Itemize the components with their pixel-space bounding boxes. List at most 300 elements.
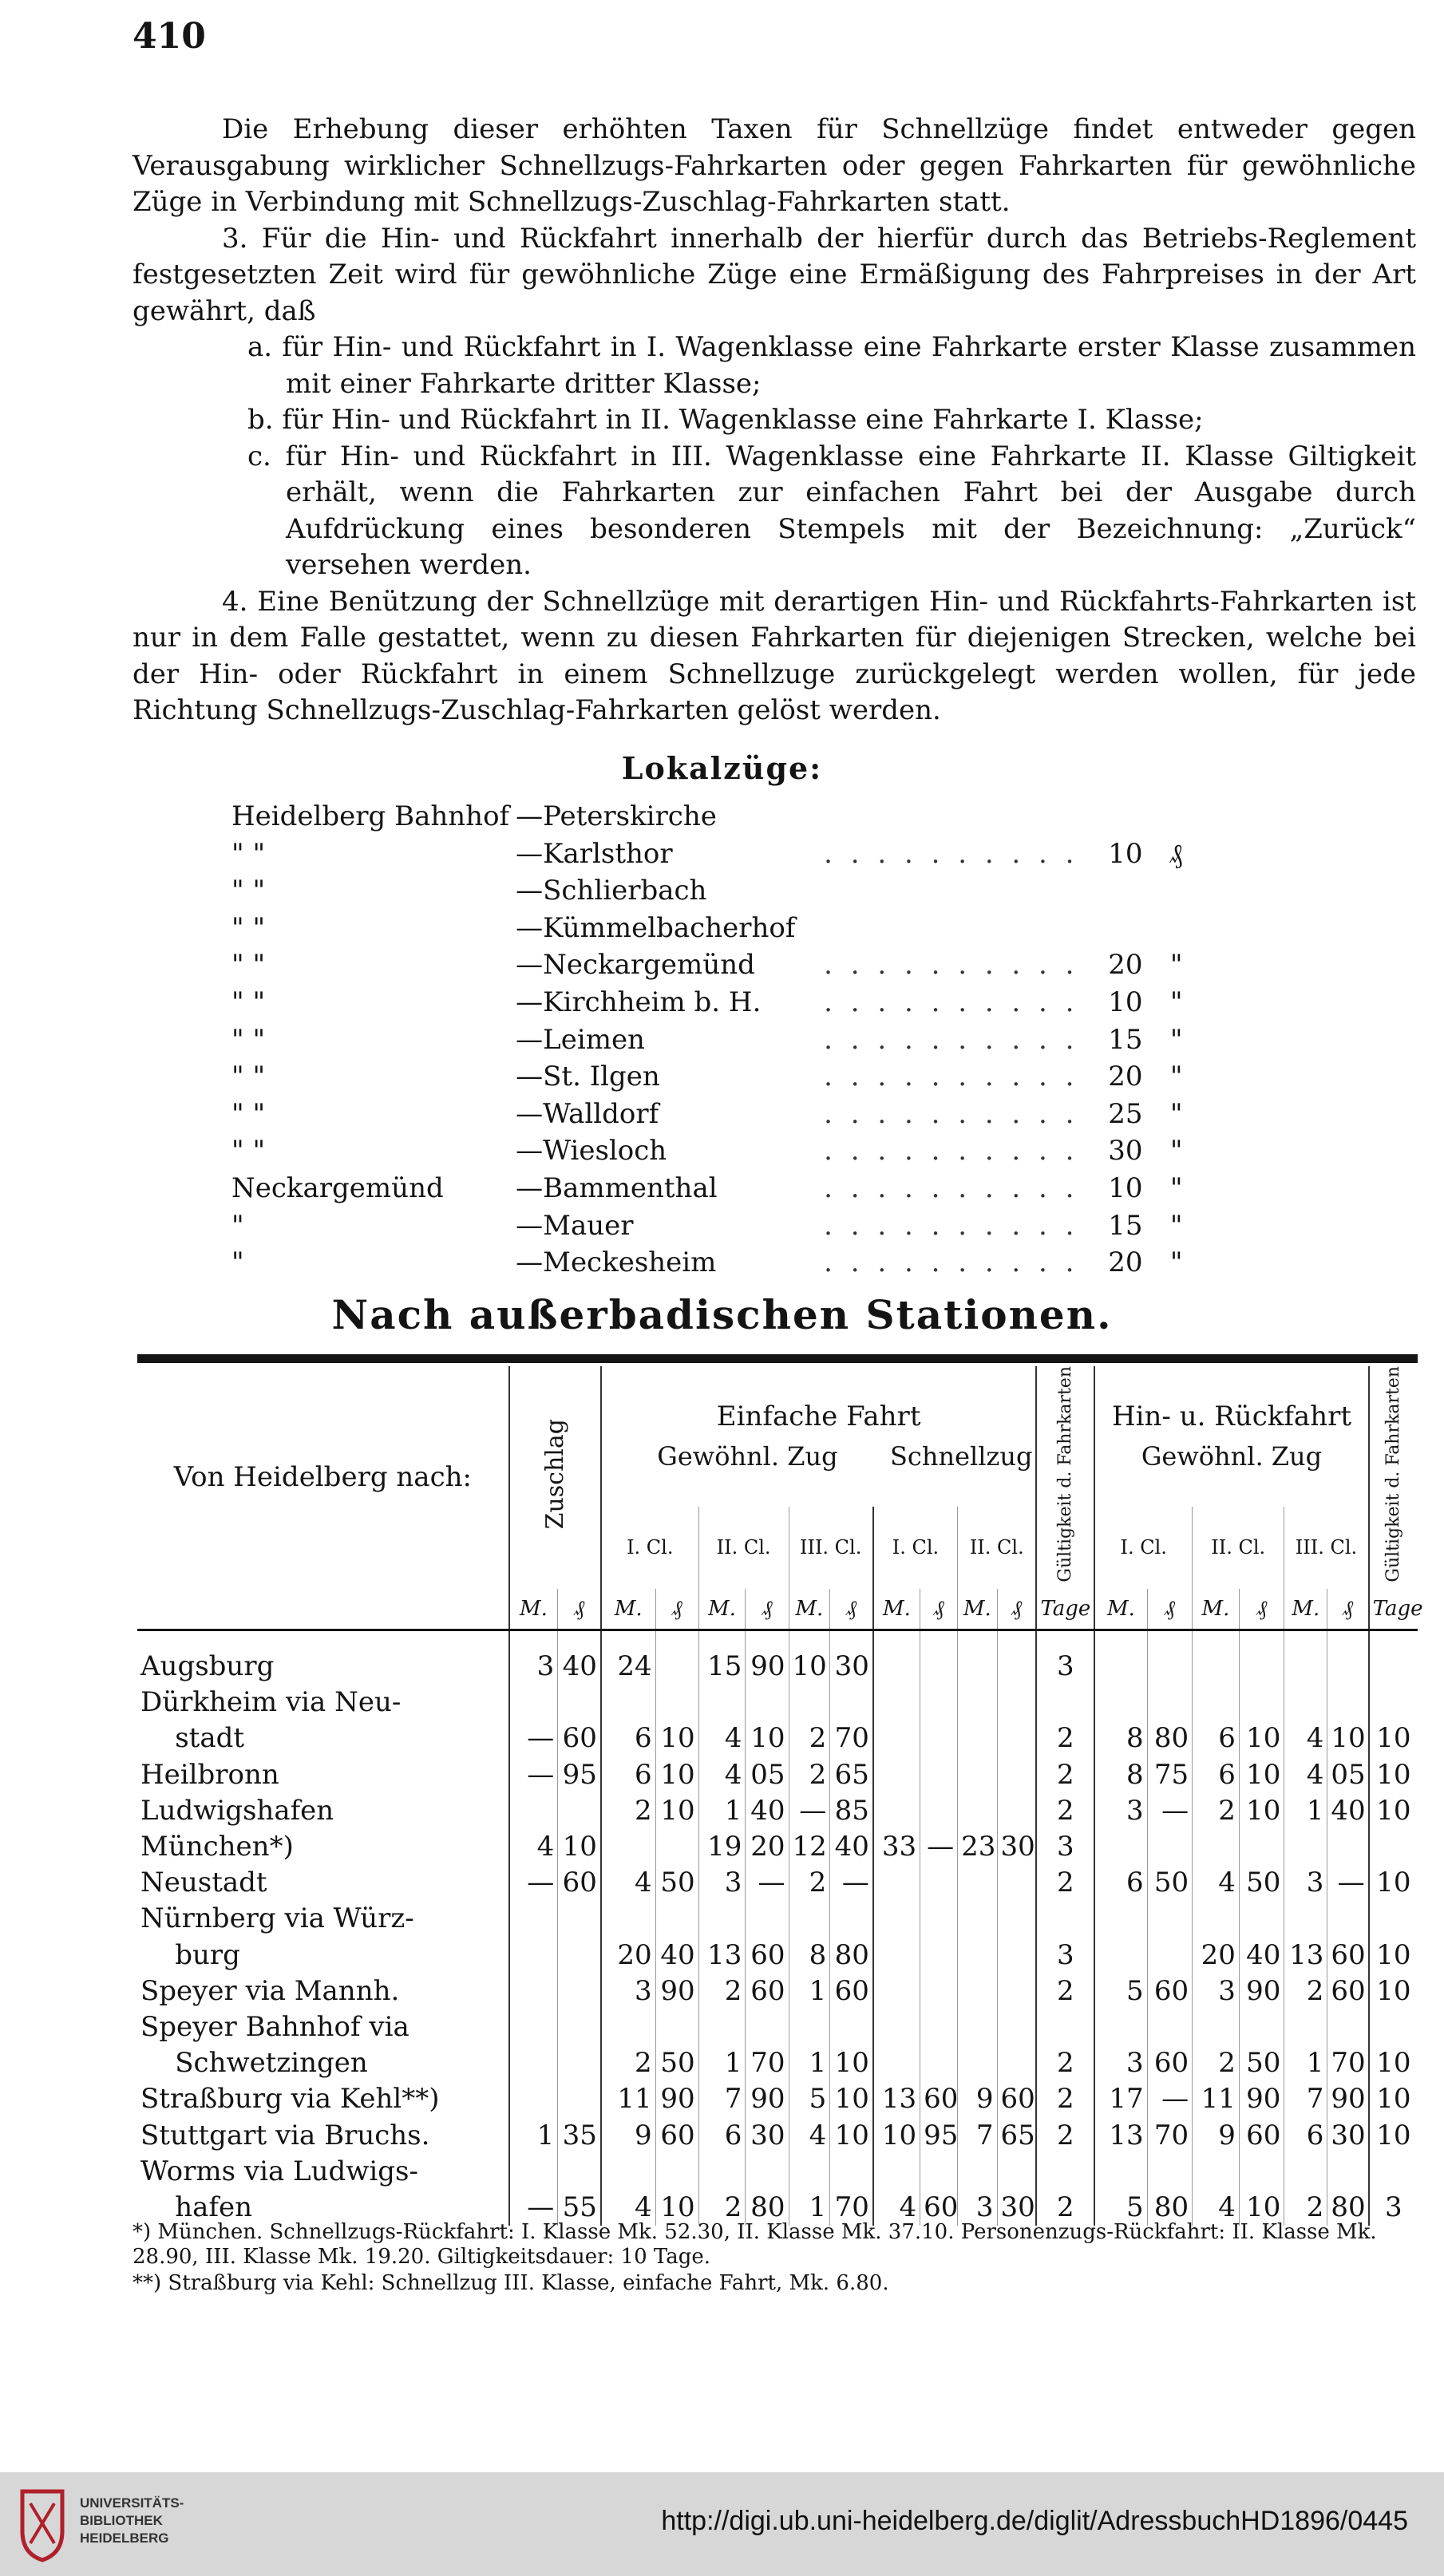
fare-cell bbox=[558, 1901, 601, 1937]
fare-cell bbox=[958, 1938, 997, 1973]
fare-cell bbox=[830, 1685, 873, 1721]
local-price bbox=[1078, 910, 1142, 947]
fare-cell bbox=[1094, 2009, 1147, 2045]
local-price: 25 bbox=[1108, 1097, 1143, 1130]
fare-cell: 2 bbox=[1036, 2045, 1094, 2081]
local-price: 10 bbox=[1108, 1171, 1143, 1204]
local-unit: " bbox=[1169, 1247, 1183, 1279]
local-price: 20 bbox=[1108, 1061, 1143, 1093]
fare-cell bbox=[558, 1973, 601, 2009]
paragraph-item-c: c. für Hin- und Rückfahrt in III. Wagenklasse eine Fahrkarte II. Klasse Giltigkeit erhält, wenn die Fahrkarten zur einfachen Fahrt bei der Ausgabe durch Aufdrückung eines besonderen Stempels mit der Bezeichnung: „Zurück“ versehen werden. bbox=[247, 440, 1416, 581]
fare-cell bbox=[1239, 2009, 1284, 2045]
unit-pf: ₰ bbox=[655, 1589, 698, 1630]
source-url-link[interactable]: http://digi.ub.uni-heidelberg.de/diglit/AdressbuchHD1896/0445 bbox=[661, 2506, 1408, 2536]
fare-cell: 1 bbox=[698, 2045, 746, 2081]
fare-cell: 95 bbox=[558, 1757, 601, 1793]
header-class-1: I. Cl. bbox=[601, 1507, 698, 1589]
local-unit: " bbox=[1169, 949, 1183, 982]
unit-mark: M. bbox=[1284, 1589, 1327, 1630]
fare-cell: 13 bbox=[873, 2081, 920, 2117]
fare-cell bbox=[997, 1757, 1036, 1793]
fare-cell bbox=[655, 1630, 698, 1685]
fare-cell bbox=[997, 1901, 1036, 1937]
fare-cell: 4 bbox=[698, 1721, 746, 1756]
fare-cell: 30 bbox=[830, 1630, 873, 1685]
fare-cell: 75 bbox=[1147, 1757, 1192, 1793]
local-row bbox=[231, 946, 1182, 984]
local-to: —Leimen bbox=[516, 1023, 645, 1056]
fare-cell: 50 bbox=[1147, 1865, 1192, 1901]
fare-cell bbox=[1147, 1685, 1192, 1721]
fare-cell: 5 bbox=[1094, 2190, 1147, 2226]
fare-cell: 2 bbox=[1193, 2045, 1240, 2081]
fare-cell bbox=[1036, 2009, 1094, 2045]
table-row bbox=[137, 1630, 1418, 1685]
fare-cell: 7 bbox=[958, 2118, 997, 2154]
fare-cell: 60 bbox=[746, 1938, 789, 1973]
fare-cell: 2 bbox=[601, 1793, 655, 1829]
local-from: " " bbox=[231, 1023, 266, 1056]
fare-cell: 10 bbox=[1369, 1973, 1418, 2009]
fare-cell: 1 bbox=[789, 2045, 830, 2081]
fare-cell bbox=[873, 1757, 920, 1793]
fare-cell: 30 bbox=[997, 1829, 1036, 1865]
fare-cell bbox=[1284, 1901, 1327, 1937]
local-to: —Peterskirche bbox=[516, 800, 717, 832]
local-from: " " bbox=[231, 1061, 266, 1093]
fare-cell: 2 bbox=[789, 1757, 830, 1793]
fare-cell bbox=[1284, 1685, 1327, 1721]
unit-mark: M. bbox=[873, 1589, 920, 1630]
fare-cell: 13 bbox=[698, 1938, 746, 1973]
local-leader bbox=[824, 798, 1078, 836]
header-express-class-1: I. Cl. bbox=[873, 1507, 958, 1589]
fare-cell bbox=[920, 1721, 958, 1756]
local-unit bbox=[1142, 910, 1182, 947]
local-from: " bbox=[231, 1247, 244, 1279]
fare-cell: 10 bbox=[1369, 2045, 1418, 2081]
fare-cell: 4 bbox=[1284, 1757, 1327, 1793]
fare-cell: 2 bbox=[1284, 1973, 1327, 2009]
fare-cell bbox=[920, 1901, 958, 1937]
local-price: 20 bbox=[1108, 949, 1143, 982]
foreign-fare-table bbox=[137, 1366, 1423, 2226]
fare-cell: 50 bbox=[1239, 2045, 1284, 2081]
fare-cell: 17 bbox=[1094, 2081, 1147, 2117]
fare-cell bbox=[698, 1685, 746, 1721]
fare-cell bbox=[873, 1630, 920, 1685]
table-row bbox=[137, 1901, 1418, 1937]
fare-cell bbox=[958, 1973, 997, 2009]
fare-cell: 70 bbox=[1327, 2045, 1369, 2081]
unit-mark: M. bbox=[1193, 1589, 1240, 1630]
fare-cell: 6 bbox=[698, 2118, 746, 2154]
local-to: —Neckargemünd bbox=[516, 949, 755, 982]
fare-cell bbox=[1147, 1630, 1192, 1685]
fare-cell bbox=[746, 1901, 789, 1937]
local-to: —Wiesloch bbox=[516, 1135, 667, 1167]
local-unit: " bbox=[1169, 1135, 1183, 1167]
fare-cell: 85 bbox=[830, 1793, 873, 1829]
fare-cell: — bbox=[789, 1793, 830, 1829]
unit-pf: ₰ bbox=[997, 1589, 1036, 1630]
fare-cell: 60 bbox=[920, 2081, 958, 2117]
fare-cell: 6 bbox=[1284, 2118, 1327, 2154]
fare-cell: 05 bbox=[746, 1757, 789, 1793]
destination: Nürnberg via Würz- bbox=[140, 1902, 414, 1935]
unit-pf: ₰ bbox=[1239, 1589, 1284, 1630]
destination: Worms via Ludwigs- bbox=[140, 2155, 418, 2187]
fare-cell bbox=[958, 2009, 997, 2045]
fare-cell bbox=[1239, 1685, 1284, 1721]
header-blank bbox=[137, 1589, 509, 1630]
header-class-3: III. Cl. bbox=[789, 1507, 873, 1589]
fare-cell: 4 bbox=[509, 1829, 558, 1865]
fare-cell bbox=[558, 2009, 601, 2045]
fare-cell bbox=[1369, 2009, 1418, 2045]
fare-cell: 60 bbox=[1239, 2118, 1284, 2154]
fare-cell: 9 bbox=[601, 2118, 655, 2154]
local-leader: . . . . . . . . . . bbox=[824, 949, 1079, 982]
local-unit: " bbox=[1169, 1097, 1183, 1130]
fare-cell: 4 bbox=[601, 1865, 655, 1901]
fare-cell: 4 bbox=[1284, 1721, 1327, 1756]
paragraph-item-a: a. für Hin- und Rückfahrt in I. Wagenklasse eine Fahrkarte erster Klasse zusammen mit einer Fahrkarte dritter Klasse; bbox=[247, 331, 1416, 400]
table-row bbox=[137, 1865, 1418, 1901]
fare-cell: 80 bbox=[746, 2190, 789, 2226]
fare-cell: 4 bbox=[601, 2190, 655, 2226]
local-from: Neckargemünd bbox=[231, 1171, 444, 1204]
fare-cell bbox=[1094, 1685, 1147, 1721]
fare-cell: 2 bbox=[698, 1973, 746, 2009]
destination: Schwetzingen bbox=[140, 2047, 368, 2080]
fare-cell bbox=[509, 1685, 558, 1721]
local-from: " " bbox=[231, 949, 266, 982]
fare-cell bbox=[997, 1973, 1036, 2009]
fare-cell: 10 bbox=[1239, 1757, 1284, 1793]
fare-cell bbox=[958, 1793, 997, 1829]
local-unit: ₰ bbox=[1169, 837, 1183, 870]
fare-cell: 3 bbox=[1284, 1865, 1327, 1901]
fare-cell bbox=[830, 1901, 873, 1937]
fare-cell: 2 bbox=[1036, 2081, 1094, 2117]
fare-cell bbox=[997, 1630, 1036, 1685]
fare-cell bbox=[1284, 2154, 1327, 2190]
fare-cell: 6 bbox=[601, 1721, 655, 1756]
fare-cell: 80 bbox=[1147, 2190, 1192, 2226]
fare-cell bbox=[920, 2154, 958, 2190]
fare-cell: 4 bbox=[1193, 2190, 1240, 2226]
destination: Ludwigshafen bbox=[140, 1794, 334, 1827]
fare-cell bbox=[509, 1901, 558, 1937]
fare-cell bbox=[655, 1901, 698, 1937]
local-to: —Schlierbach bbox=[516, 875, 707, 907]
fare-cell: 4 bbox=[698, 1757, 746, 1793]
fare-cell: 90 bbox=[746, 1630, 789, 1685]
fare-cell: 2 bbox=[698, 2190, 746, 2226]
fare-cell: 20 bbox=[1193, 1938, 1240, 1973]
fare-cell bbox=[1147, 1901, 1192, 1937]
fare-cell: 8 bbox=[789, 1938, 830, 1973]
fare-cell: 60 bbox=[655, 2118, 698, 2154]
fare-cell bbox=[958, 2045, 997, 2081]
fare-cell: 10 bbox=[1327, 1721, 1369, 1756]
fare-cell bbox=[1369, 1630, 1418, 1685]
local-row bbox=[231, 798, 1182, 836]
fare-cell: 2 bbox=[601, 2045, 655, 2081]
local-unit bbox=[1142, 798, 1182, 836]
fare-cell: 3 bbox=[1094, 2045, 1147, 2081]
fare-cell: 2 bbox=[1036, 1793, 1094, 1829]
fare-cell: — bbox=[509, 1757, 558, 1793]
local-unit: " bbox=[1169, 1061, 1183, 1093]
local-from: Heidelberg Bahnhof bbox=[231, 800, 510, 832]
fare-cell bbox=[1239, 1630, 1284, 1685]
unit-mark: M. bbox=[1094, 1589, 1147, 1630]
fare-cell: 1 bbox=[509, 2118, 558, 2154]
fare-cell bbox=[997, 2045, 1036, 2081]
fare-cell bbox=[698, 2154, 746, 2190]
fare-cell: 50 bbox=[655, 1865, 698, 1901]
fare-cell: 2 bbox=[1036, 1865, 1094, 1901]
unit-pf: ₰ bbox=[830, 1589, 873, 1630]
fare-cell: 10 bbox=[1369, 1721, 1418, 1756]
local-to: —Walldorf bbox=[516, 1097, 659, 1130]
fare-cell bbox=[1147, 2154, 1192, 2190]
local-to: —St. Ilgen bbox=[516, 1061, 660, 1093]
fare-cell: 40 bbox=[746, 1793, 789, 1829]
local-from: " " bbox=[231, 1097, 266, 1130]
table-row bbox=[137, 2154, 1418, 2190]
fare-cell: 40 bbox=[830, 1829, 873, 1865]
fare-cell: 10 bbox=[1369, 1757, 1418, 1793]
table-row bbox=[137, 1685, 1418, 1721]
unit-mark: M. bbox=[958, 1589, 997, 1630]
fare-cell bbox=[920, 2009, 958, 2045]
fare-cell: 11 bbox=[601, 2081, 655, 2117]
fare-cell bbox=[1193, 1829, 1240, 1865]
fare-cell bbox=[1239, 2154, 1284, 2190]
fare-cell bbox=[1036, 1685, 1094, 1721]
local-row bbox=[231, 1170, 1182, 1207]
unit-pf: ₰ bbox=[1327, 1589, 1369, 1630]
local-row bbox=[231, 1021, 1182, 1059]
fare-cell: 10 bbox=[830, 2045, 873, 2081]
fare-cell bbox=[997, 2154, 1036, 2190]
local-price: 15 bbox=[1108, 1209, 1143, 1242]
paragraph-item-b: b. für Hin- und Rückfahrt in II. Wagenklasse eine Fahrkarte I. Klasse; bbox=[247, 404, 1204, 436]
local-trains-heading: Lokalzüge: bbox=[621, 750, 823, 786]
fare-cell: 20 bbox=[601, 1938, 655, 1973]
fare-cell: 2 bbox=[789, 1721, 830, 1756]
local-row bbox=[231, 910, 1182, 947]
local-leader: . . . . . . . . . . bbox=[824, 1247, 1079, 1279]
fare-cell bbox=[698, 1901, 746, 1937]
fare-cell bbox=[655, 2009, 698, 2045]
fare-cell: 60 bbox=[1327, 1973, 1369, 2009]
fare-cell: 10 bbox=[1239, 1721, 1284, 1756]
fare-cell: 1 bbox=[1284, 2045, 1327, 2081]
fare-cell: 2 bbox=[1036, 1757, 1094, 1793]
fare-cell bbox=[920, 1973, 958, 2009]
fare-cell bbox=[920, 1630, 958, 1685]
fare-cell bbox=[601, 1829, 655, 1865]
fare-cell bbox=[920, 1938, 958, 1973]
table-row bbox=[137, 2009, 1418, 2045]
fare-cell: 2 bbox=[789, 1865, 830, 1901]
fare-cell: 1 bbox=[789, 2190, 830, 2226]
table-row bbox=[137, 1757, 1418, 1793]
local-price bbox=[1078, 798, 1142, 836]
table-row bbox=[137, 1829, 1418, 1865]
fare-cell: 60 bbox=[558, 1721, 601, 1756]
fare-cell bbox=[1327, 1901, 1369, 1937]
fare-cell bbox=[997, 1938, 1036, 1973]
fare-cell: 33 bbox=[873, 1829, 920, 1865]
unit-pf: ₰ bbox=[558, 1589, 601, 1630]
footer-bar bbox=[0, 2472, 1444, 2576]
fare-cell bbox=[873, 2154, 920, 2190]
fare-cell: 2 bbox=[1036, 2190, 1094, 2226]
table-row bbox=[137, 1973, 1418, 2009]
fare-cell: 3 bbox=[1193, 1973, 1240, 2009]
fare-cell: 3 bbox=[601, 1973, 655, 2009]
fare-cell bbox=[1193, 1630, 1240, 1685]
fare-cell bbox=[873, 1865, 920, 1901]
fare-cell bbox=[997, 1685, 1036, 1721]
local-unit bbox=[1142, 872, 1182, 910]
fare-cell: 60 bbox=[746, 1973, 789, 2009]
fare-cell: 6 bbox=[1094, 1865, 1147, 1901]
fare-cell: 95 bbox=[920, 2118, 958, 2154]
fare-cell: 10 bbox=[558, 1829, 601, 1865]
fare-cell bbox=[1369, 1685, 1418, 1721]
local-price: 20 bbox=[1108, 1247, 1143, 1279]
fare-cell bbox=[1193, 1901, 1240, 1937]
fare-cell bbox=[1036, 1901, 1094, 1937]
local-to: —Kümmelbacherhof bbox=[516, 911, 796, 944]
fare-cell: 80 bbox=[830, 1938, 873, 1973]
library-logo-text: UNIVERSITÄTS- BIBLIOTHEK HEIDELBERG bbox=[80, 2495, 184, 2546]
fare-cell bbox=[655, 2154, 698, 2190]
fare-cell: 20 bbox=[746, 1829, 789, 1865]
fare-cell: 2 bbox=[1036, 2118, 1094, 2154]
local-row bbox=[231, 1058, 1182, 1096]
fare-cell bbox=[655, 1685, 698, 1721]
header-return-class-1: I. Cl. bbox=[1094, 1507, 1192, 1589]
fare-cell: 60 bbox=[920, 2190, 958, 2226]
local-price: 10 bbox=[1108, 986, 1143, 1018]
fare-cell bbox=[997, 1721, 1036, 1756]
unit-pf: ₰ bbox=[920, 1589, 958, 1630]
destination: hafen bbox=[140, 2191, 253, 2224]
prose-section bbox=[133, 112, 1416, 729]
foreign-stations-heading: Nach außerbadischen Stationen. bbox=[331, 1291, 1113, 1338]
paragraph: Die Erhebung dieser erhöhten Taxen für Schnellzüge findet entweder gegen Verausgabung wirklicher Schnellzugs-Fahrkarten oder gegen Fahrkarten für gewöhnliche Züge in Verbindung mit Schnellzugs-Zuschlag-Fahrkarten statt. bbox=[133, 113, 1416, 218]
fare-cell bbox=[1369, 2154, 1418, 2190]
fare-cell bbox=[789, 1685, 830, 1721]
fare-cell: 3 bbox=[1369, 2190, 1418, 2226]
fare-cell: 10 bbox=[1369, 1938, 1418, 1973]
fare-cell: 10 bbox=[655, 1757, 698, 1793]
fare-cell: 2 bbox=[1036, 1721, 1094, 1756]
fare-cell bbox=[509, 2009, 558, 2045]
fare-cell: 6 bbox=[1193, 1757, 1240, 1793]
header-gueltigkeit-2: Gültigkeit d. Fahrkarten bbox=[1369, 1366, 1418, 1589]
fare-cell bbox=[509, 2045, 558, 2081]
fare-cell bbox=[873, 1938, 920, 1973]
fare-cell bbox=[1094, 1938, 1147, 1973]
table-top-rule bbox=[137, 1354, 1418, 1363]
fare-cell: 90 bbox=[1239, 2081, 1284, 2117]
local-leader: . . . . . . . . . . bbox=[824, 986, 1079, 1018]
local-leader: . . . . . . . . . . bbox=[824, 1023, 1079, 1056]
table-row bbox=[137, 1793, 1418, 1829]
fare-cell bbox=[1327, 1829, 1369, 1865]
header-hin-rueckfahrt: Hin- u. Rückfahrt Gewöhnl. Zug bbox=[1094, 1366, 1368, 1507]
fare-cell: 24 bbox=[601, 1630, 655, 1685]
fare-cell bbox=[1327, 2154, 1369, 2190]
fare-cell bbox=[997, 2009, 1036, 2045]
fare-cell: — bbox=[746, 1865, 789, 1901]
fare-cell bbox=[958, 1901, 997, 1937]
fare-cell: 90 bbox=[1327, 2081, 1369, 2117]
fare-cell: 65 bbox=[830, 1757, 873, 1793]
fare-cell: 12 bbox=[789, 1829, 830, 1865]
fare-cell: 10 bbox=[1369, 1865, 1418, 1901]
table-row bbox=[137, 2118, 1418, 2154]
destination: Stuttgart via Bruchs. bbox=[140, 2119, 430, 2151]
fare-cell bbox=[746, 2009, 789, 2045]
fare-cell: 3 bbox=[1094, 1793, 1147, 1829]
local-to: —Karlsthor bbox=[516, 837, 673, 870]
fare-cell: 30 bbox=[746, 2118, 789, 2154]
destination: Speyer via Mannh. bbox=[140, 1974, 400, 2007]
fare-cell: 35 bbox=[558, 2118, 601, 2154]
destination: München*) bbox=[140, 1831, 294, 1863]
fare-cell: 13 bbox=[1284, 1938, 1327, 1973]
fare-cell bbox=[1094, 1901, 1147, 1937]
local-row bbox=[231, 984, 1182, 1021]
fare-cell: 50 bbox=[1239, 1865, 1284, 1901]
fare-cell: 3 bbox=[958, 2190, 997, 2226]
fare-cell bbox=[920, 1865, 958, 1901]
fare-cell: 70 bbox=[746, 2045, 789, 2081]
local-to: —Kirchheim b. H. bbox=[516, 986, 762, 1018]
local-unit: " bbox=[1169, 1023, 1183, 1056]
table-row bbox=[137, 1938, 1418, 1973]
unit-mark: M. bbox=[698, 1589, 746, 1630]
header-class-2: II. Cl. bbox=[698, 1507, 789, 1589]
fare-cell bbox=[920, 2045, 958, 2081]
local-from: " " bbox=[231, 875, 266, 907]
local-price: 10 bbox=[1108, 837, 1143, 870]
local-to: —Bammenthal bbox=[516, 1171, 718, 1204]
fare-cell bbox=[698, 2009, 746, 2045]
fare-cell bbox=[1284, 1829, 1327, 1865]
fare-cell: 10 bbox=[1239, 2190, 1284, 2226]
fare-cell: 9 bbox=[1193, 2118, 1240, 2154]
fare-cell: 65 bbox=[997, 2118, 1036, 2154]
fare-cell: 23 bbox=[958, 1829, 997, 1865]
local-row bbox=[231, 836, 1182, 873]
header-from: Von Heidelberg nach: bbox=[173, 1460, 472, 1493]
fare-cell bbox=[1327, 1685, 1369, 1721]
fare-cell bbox=[873, 1901, 920, 1937]
unit-pf: ₰ bbox=[1147, 1589, 1192, 1630]
unit-pf: ₰ bbox=[746, 1589, 789, 1630]
paragraph: 3. Für die Hin- und Rückfahrt innerhalb der hierfür durch das Betriebs-Reglement festgesetzten Zeit wird für gewöhnliche Züge eine Ermäßigung des Fahrpreises in der Art gewährt, daß bbox=[133, 222, 1416, 327]
